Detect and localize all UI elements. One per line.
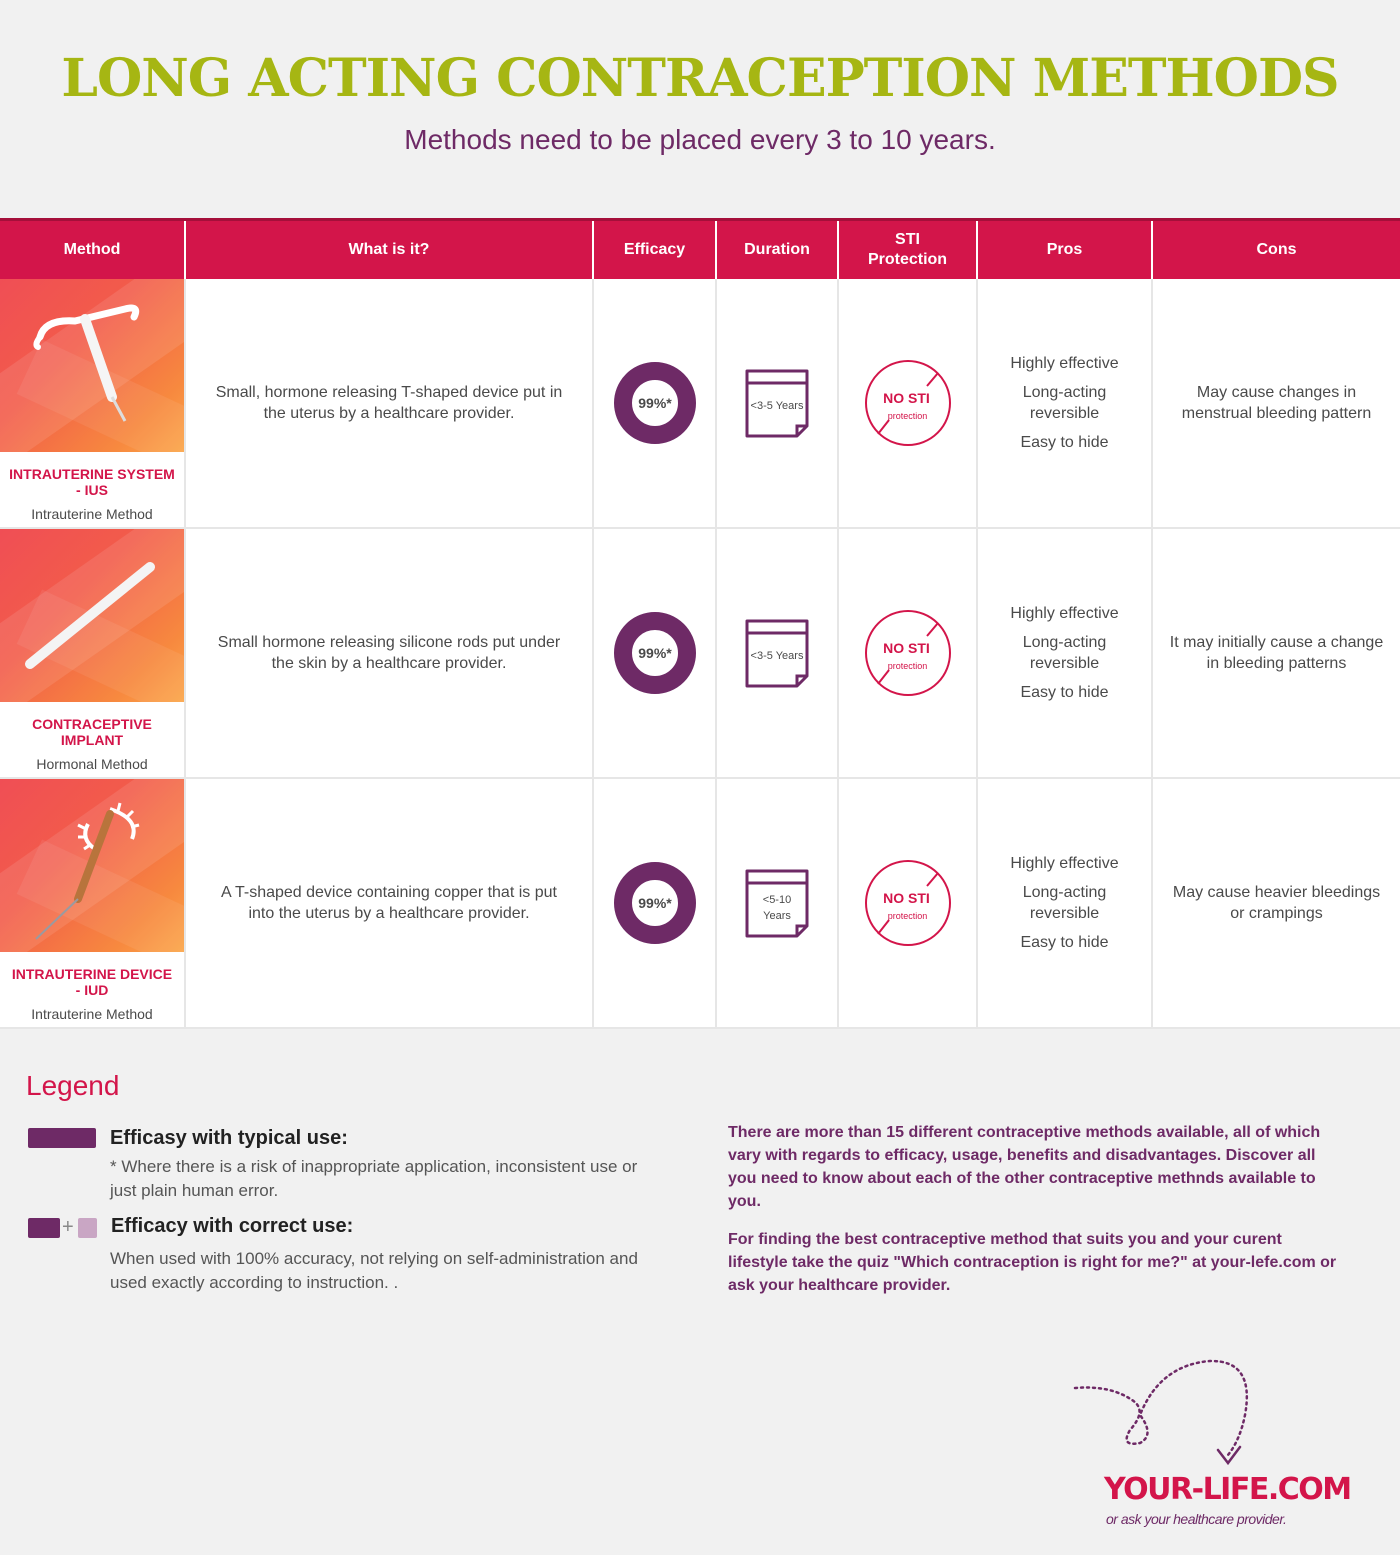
sti-sublabel: protection <box>887 911 928 921</box>
correct-use-swatch <box>28 1218 60 1238</box>
duration-value: <3-5 Years <box>750 650 804 662</box>
page-subtitle: Methods need to be placed every 3 to 10 years. <box>404 124 996 155</box>
typical-use-heading: Efficasy with typical use: <box>110 1127 348 1149</box>
typical-use-swatch <box>28 1128 96 1148</box>
no-sti-icon <box>863 358 953 448</box>
typical-use-text: * Where there is a risk of inappropriate application, inconsistent use or just plain human error. <box>110 1157 638 1200</box>
table-row <box>0 279 1400 529</box>
column-header-sti-label: STI Protection <box>867 231 948 268</box>
pros-item: Easy to hide <box>1020 434 1109 451</box>
pros-cell <box>978 529 1153 777</box>
method-image <box>0 279 184 452</box>
calendar-icon <box>744 868 810 938</box>
column-header-cons: Cons <box>1256 241 1297 258</box>
sti-cell <box>839 279 978 527</box>
pros-item: Long-acting reversible <box>1022 634 1107 672</box>
column-header-sti-protection <box>839 221 978 279</box>
pros-item: Easy to hide <box>1020 934 1109 951</box>
efficacy-cell <box>594 529 717 777</box>
method-cell <box>0 279 186 527</box>
no-sti-icon <box>863 858 953 948</box>
plus-sign: + <box>62 1216 74 1238</box>
method-cell <box>0 779 186 1027</box>
efficacy-value: 99%* <box>637 645 672 661</box>
method-image <box>0 529 184 702</box>
method-name: INTRAUTERINE SYSTEM - IUS <box>9 466 175 498</box>
table-row <box>0 779 1400 1029</box>
pros-item: Highly effective <box>1010 355 1119 372</box>
column-header-duration: Duration <box>717 221 839 279</box>
method-name: INTRAUTERINE DEVICE - IUD <box>11 966 173 998</box>
correct-use-light-swatch <box>78 1218 97 1238</box>
brand-tagline: or ask your healthcare provider. <box>1106 1511 1287 1527</box>
duration-cell <box>717 779 839 1027</box>
sti-cell <box>839 529 978 777</box>
methods-table <box>0 218 1400 1029</box>
method-description: A T-shaped device containing copper that is put into the uterus by a healthcare provider. <box>186 779 594 1027</box>
column-header-efficacy: Efficacy <box>594 221 717 279</box>
info-paragraph: There are more than 15 different contraceptive methods available, all of which vary with regards to efficacy, usage, benefits and disadvantages. Discover all you need to know about each of the other contraceptive methnds available to you. <box>728 1124 1321 1210</box>
efficacy-donut-icon <box>613 361 697 445</box>
implant-rod-icon <box>0 529 184 702</box>
method-description: Small hormone releasing silicone rods put under the skin by a healthcare provider. <box>186 529 594 777</box>
column-header-method: Method <box>0 221 186 279</box>
correct-use-text: When used with 100% accuracy, not relying on self-administration and used exactly according to instruction. . <box>110 1249 638 1292</box>
efficacy-cell <box>594 779 717 1027</box>
method-cell <box>0 529 186 777</box>
duration-cell <box>717 529 839 777</box>
correct-use-heading: Efficacy with correct use: <box>111 1215 354 1237</box>
efficacy-donut-icon <box>613 611 697 695</box>
efficacy-cell <box>594 279 717 527</box>
method-type: Intrauterine Method <box>31 1006 153 1022</box>
pros-cell <box>978 779 1153 1027</box>
cons-cell: It may initially cause a change in bleeding patterns <box>1169 634 1384 672</box>
method-image <box>0 779 184 952</box>
efficacy-donut-icon <box>613 861 697 945</box>
method-name: CONTRACEPTIVE IMPLANT <box>32 716 152 748</box>
method-description: Small, hormone releasing T-shaped device put in the uterus by a healthcare provider. <box>186 279 594 527</box>
duration-value: <5-10 Years <box>762 894 792 922</box>
pros-item: Long-acting reversible <box>1022 884 1107 922</box>
copper-iud-icon <box>0 779 184 952</box>
page-title: LONG ACTING CONTRACEPTION METHODS <box>61 48 1339 109</box>
method-type: Intrauterine Method <box>31 506 153 522</box>
pros-item: Highly effective <box>1010 855 1119 872</box>
sti-sublabel: protection <box>887 411 928 421</box>
pros-cell <box>978 279 1153 527</box>
pros-item: Long-acting reversible <box>1022 384 1107 422</box>
efficacy-value: 99%* <box>637 395 672 411</box>
duration-value: <3-5 Years <box>750 400 804 412</box>
duration-cell <box>717 279 839 527</box>
efficacy-value: 99%* <box>637 895 672 911</box>
calendar-icon <box>744 618 810 688</box>
cons-cell: May cause changes in menstrual bleeding pattern <box>1181 384 1372 422</box>
sti-label: NO STI <box>883 640 930 656</box>
method-type: Hormonal Method <box>36 756 148 772</box>
calendar-icon <box>744 368 810 438</box>
column-header-pros: Pros <box>978 221 1153 279</box>
brand-logo[interactable]: YOUR-LIFE.COM <box>1104 1472 1351 1507</box>
legend-title: Legend <box>26 1070 120 1101</box>
sti-label: NO STI <box>883 390 930 406</box>
pros-item: Highly effective <box>1010 605 1119 622</box>
sti-cell <box>839 779 978 1027</box>
cons-cell: May cause heavier bleedings or crampings <box>1172 884 1381 922</box>
dotted-arrow-icon <box>1070 1355 1270 1475</box>
sti-label: NO STI <box>883 890 930 906</box>
t-shaped-ius-icon <box>0 279 184 452</box>
pros-item: Easy to hide <box>1020 684 1109 701</box>
table-row <box>0 529 1400 779</box>
sti-sublabel: protection <box>887 661 928 671</box>
no-sti-icon <box>863 608 953 698</box>
info-paragraph-quiz: For finding the best contraceptive method that suits you and your curent lifestyle take the quiz "Which contraception is right for me?" at your-lefe.com or ask your healthcare provider. <box>728 1231 1337 1294</box>
table-header-row <box>0 218 1400 279</box>
column-header-what-is-it: What is it? <box>186 221 594 279</box>
